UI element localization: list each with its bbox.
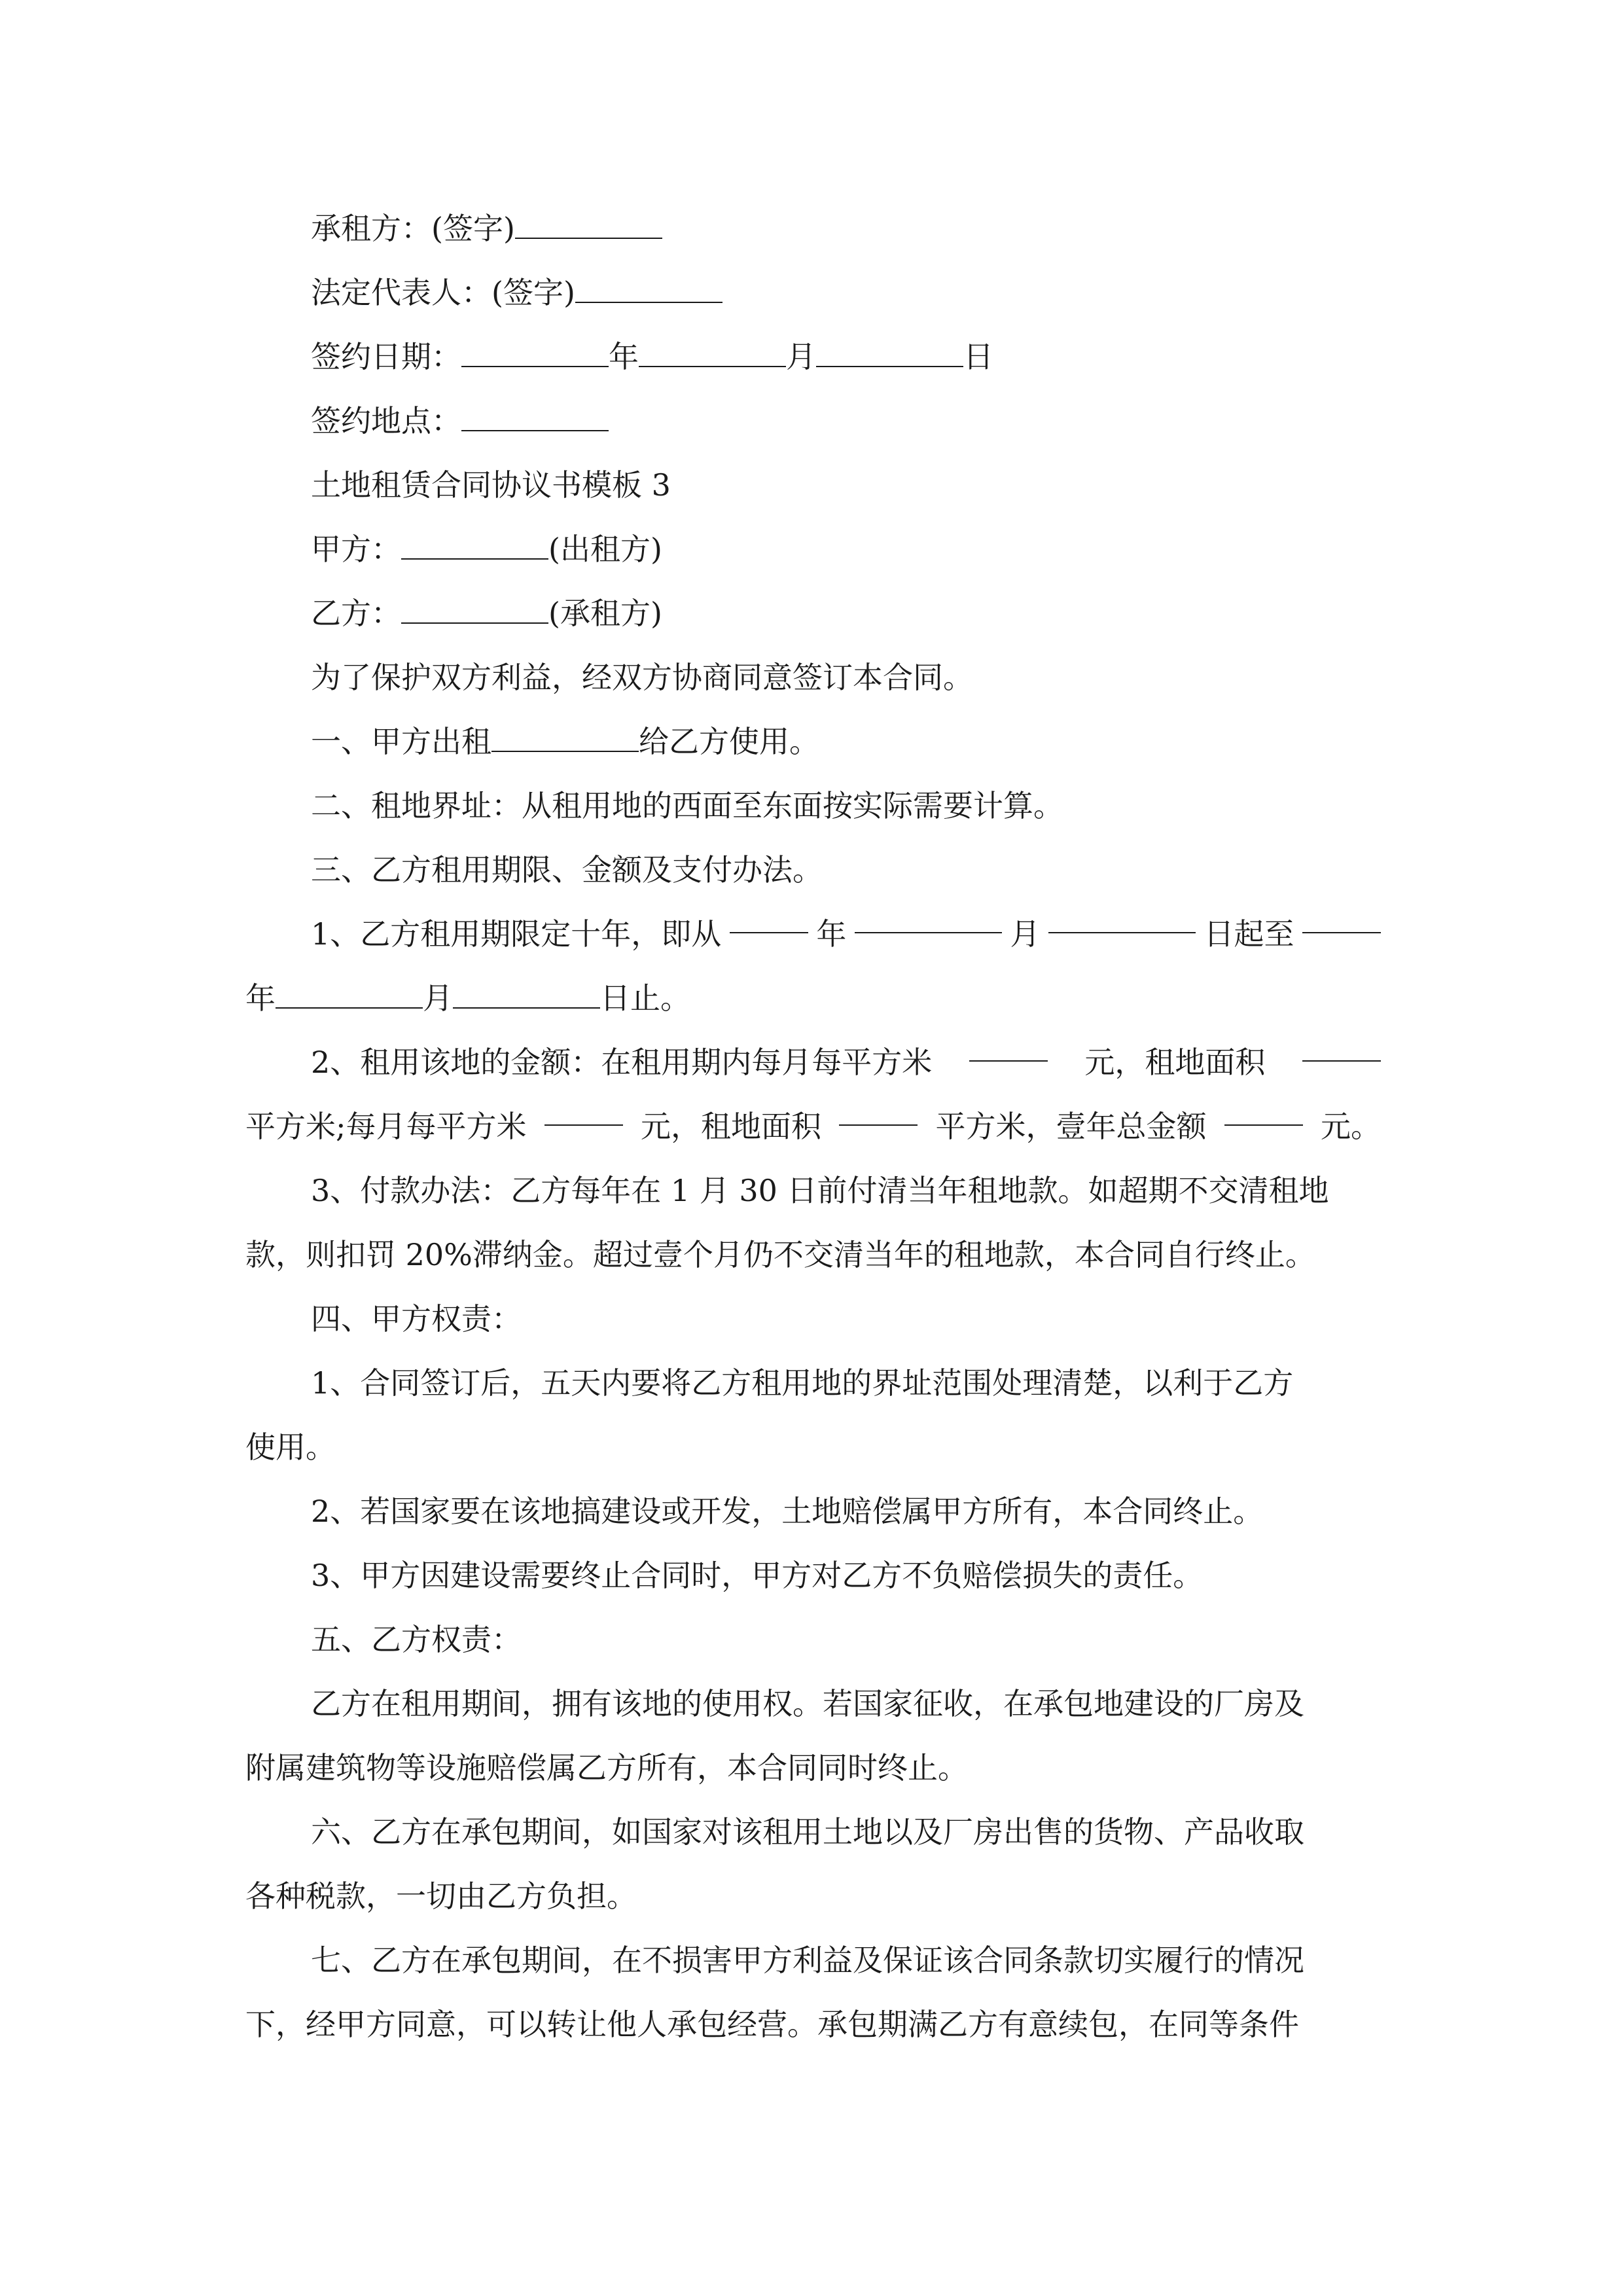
sign-day-blank[interactable] [816,336,963,367]
clause-3-1-line1: 1、乙方租用期限定十年，即从 年 月 日起至 [245,902,1381,966]
lessee-signature-blank[interactable] [515,207,662,239]
legal-rep-signature-blank[interactable] [575,272,722,303]
party-b-blank[interactable] [401,592,548,624]
end-year-blank[interactable] [1302,902,1381,933]
sign-place-blank[interactable] [461,400,609,431]
sign-date-line: 签约日期： 年 月 日 [245,325,1381,389]
party-a-blank[interactable] [401,528,548,560]
area-blank-2[interactable] [839,1094,918,1126]
clause-4-1-line2: 使用。 [245,1429,336,1465]
clause-3: 三、乙方租用期限、金额及支付办法。 [311,852,823,888]
clause-3-3-line2: 款，则扣罚 20%滞纳金。超过壹个月仍不交清当年的租地款，本合同自行终止。 [245,1237,1315,1272]
clause-6-line1: 六、乙方在承包期间，如国家对该租用土地以及厂房出售的货物、产品收取 [311,1814,1304,1850]
start-month-blank[interactable] [855,902,1002,933]
clause-4: 四、甲方权责： [311,1301,522,1336]
sign-place-line: 签约地点： [245,389,1381,453]
party-a-line: 甲方： (出租方) [245,517,1381,581]
clause-3-2-line1: 2、租用该地的金额：在租用期内每月每平方米 元，租地面积 [245,1030,1381,1094]
intro-paragraph: 为了保护双方利益，经双方协商同意签订本合同。 [311,660,973,695]
area-blank[interactable] [1302,1030,1381,1062]
legal-rep-signature-line: 法定代表人：(签字) [245,260,1381,325]
party-b-line: 乙方： (承租方) [245,581,1381,645]
leased-land-blank[interactable] [491,721,639,752]
sign-month-blank[interactable] [639,336,786,367]
clause-3-1-line2: 年 月 日止。 [245,966,1381,1030]
clause-4-3: 3、甲方因建设需要终止合同时，甲方对乙方不负赔偿损失的责任。 [311,1558,1204,1593]
clause-7-line1: 七、乙方在承包期间，在不损害甲方利益及保证该合同条款切实履行的情况 [311,1943,1304,1978]
unit-price-blank-2[interactable] [544,1094,623,1126]
template-title: 土地租赁合同协议书模板 3 [311,467,671,503]
clause-4-1-line1: 1、合同签订后，五天内要将乙方租用地的界址范围处理清楚，以利于乙方 [311,1365,1294,1401]
end-day-blank[interactable] [453,977,600,1009]
sign-year-blank[interactable] [461,336,609,367]
start-day-blank[interactable] [1048,902,1196,933]
clause-3-3-line1: 3、付款办法：乙方每年在 1 月 30 日前付清当年租地款。如超期不交清租地 [311,1173,1329,1208]
lessee-signature-line: 承租方：(签字) [245,196,1381,260]
clause-5: 五、乙方权责： [311,1622,522,1657]
unit-price-blank[interactable] [969,1030,1048,1062]
end-month-blank[interactable] [276,977,423,1009]
clause-6-line2: 各种税款，一切由乙方负担。 [245,1878,637,1914]
clause-1: 一、甲方出租 给乙方使用。 [245,709,1381,774]
clause-5-line2: 附属建筑物等设施赔偿属乙方所有，本合同同时终止。 [245,1750,968,1785]
clause-4-2: 2、若国家要在该地搞建设或开发，土地赔偿属甲方所有，本合同终止。 [311,1494,1264,1529]
clause-3-2-line2: 平方米;每月每平方米 元，租地面积 平方米，壹年总金额 元。 [245,1094,1381,1158]
clause-5-line1: 乙方在租用期间，拥有该地的使用权。若国家征收，在承包地建设的厂房及 [311,1686,1304,1721]
clause-7-line2: 下，经甲方同意，可以转让他人承包经营。承包期满乙方有意续包，在同等条件 [245,2007,1299,2042]
clause-2: 二、租地界址：从租用地的西面至东面按实际需要计算。 [311,788,1063,823]
start-year-blank[interactable] [730,902,808,933]
document-body [245,196,1381,2056]
annual-total-blank[interactable] [1224,1094,1303,1126]
